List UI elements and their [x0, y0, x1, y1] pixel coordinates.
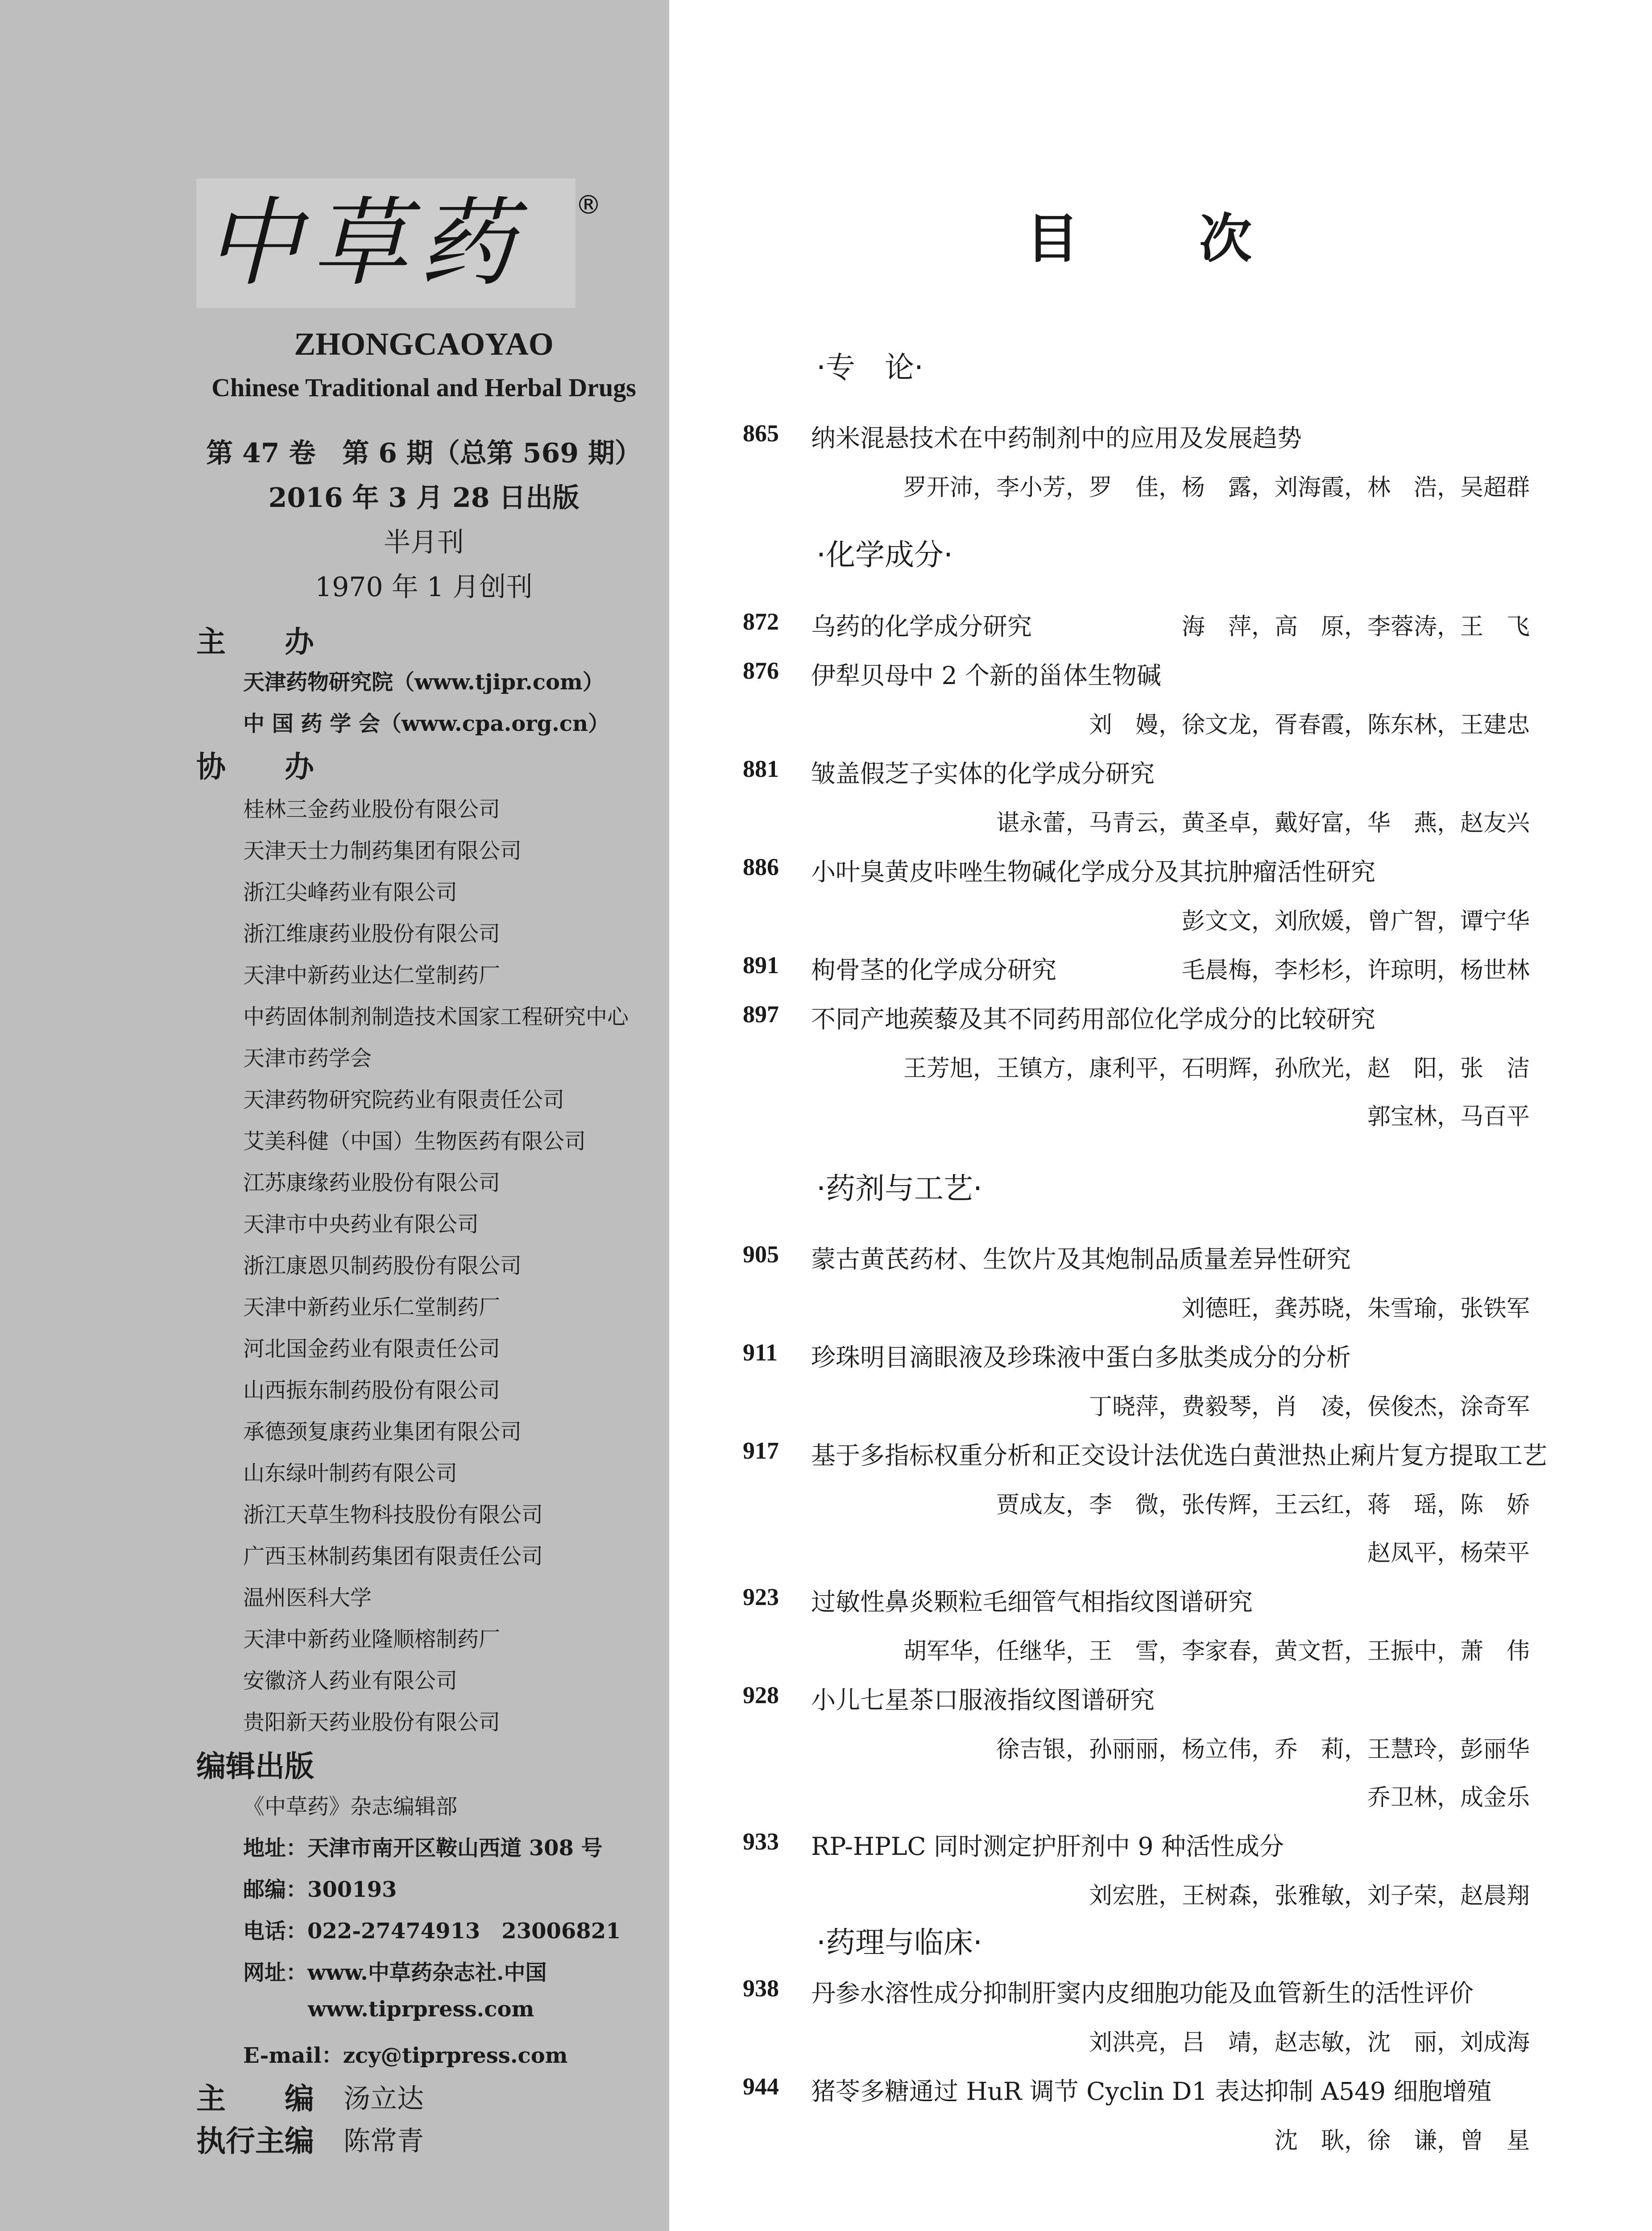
toc-section-heading: ·专 论· [816, 350, 923, 385]
toc-article-authors: 王芳旭，王镇方，康利平，石明辉，孙欣光，赵 阳，张 洁 [903, 1055, 1530, 1082]
toc-article-authors: 毛晨梅，李杉杉，许琼明，杨世林 [1181, 957, 1530, 984]
toc-page-number: 933 [743, 1828, 779, 1855]
toc-article-authors: 刘洪亮，吕 靖，赵志敏，沈 丽，刘成海 [1089, 2029, 1530, 2056]
toc-article-authors: 乔卫林，成金乐 [1367, 1784, 1530, 1811]
publisher-website: 网址：www.中草药杂志社.中国 [243, 1960, 547, 1985]
toc-article-title[interactable]: 丹参水溶性成分抑制肝窦内皮细胞功能及血管新生的活性评价 [811, 1979, 1474, 2007]
co-sponsor-item: 山东绿叶制药有限公司 [243, 1461, 458, 1486]
publication-date: 2016 年 3 月 28 日出版 [268, 482, 580, 514]
toc-article-authors: 胡军华，任继华，王 雪，李家春，黄文哲，王振中，萧 伟 [903, 1638, 1530, 1665]
toc-page-number: 944 [743, 2073, 779, 2100]
toc-article-title[interactable]: 不同产地蒺藜及其不同药用部位化学成分的比较研究 [811, 1005, 1376, 1033]
toc-article-title[interactable]: 猪苓多糖通过 HuR 调节 Cyclin D1 表达抑制 A549 细胞增殖 [811, 2077, 1492, 2106]
toc-page-number: 905 [743, 1241, 779, 1268]
logo-calligraphy: 中草药 [205, 187, 525, 299]
co-sponsor-item: 浙江天草生物科技股份有限公司 [243, 1502, 543, 1527]
chief-editor-name: 汤立达 [344, 2083, 424, 2115]
co-sponsor-item: 河北国金药业有限责任公司 [243, 1336, 501, 1361]
publisher-email: E-mail：zcy@tiprpress.com [243, 2043, 568, 2068]
co-sponsor-item: 温州医科大学 [243, 1585, 372, 1610]
toc-article-title[interactable]: 过敏性鼻炎颗粒毛细管气相指纹图谱研究 [811, 1588, 1253, 1616]
toc-article-authors: 郭宝林，马百平 [1367, 1103, 1530, 1130]
founded-date: 1970 年 1 月创刊 [315, 572, 533, 603]
co-sponsor-item: 天津中新药业乐仁堂制药厂 [243, 1295, 501, 1320]
co-sponsor-item: 贵阳新天药业股份有限公司 [243, 1710, 501, 1735]
toc-article-title[interactable]: 珍珠明目滴眼液及珍珠液中蛋白多肽类成分的分析 [811, 1343, 1351, 1372]
toc-article-authors: 沈 耿，徐 谦，曾 星 [1274, 2127, 1530, 2154]
toc-page-number: 876 [743, 657, 779, 684]
toc-page-number: 938 [743, 1975, 779, 2002]
publisher-postcode: 邮编：300193 [243, 1877, 397, 1902]
toc-page-number: 923 [743, 1584, 779, 1610]
toc-page-number: 897 [743, 1001, 779, 1028]
journal-pinyin-title: ZHONGCAOYAO [294, 326, 554, 362]
toc-title: 目次 [1026, 208, 1373, 270]
publisher-heading: 编辑出版 [196, 1749, 314, 1783]
co-sponsor-item: 天津天士力制药集团有限公司 [243, 838, 522, 863]
publisher-name: 《中草药》杂志编辑部 [243, 1794, 458, 1819]
co-sponsor-item: 天津市中央药业有限公司 [243, 1212, 479, 1237]
toc-page-number: 872 [743, 608, 779, 635]
journal-english-title: Chinese Traditional and Herbal Drugs [211, 373, 636, 402]
publisher-phone: 电话：022-27474913 23006821 [243, 1919, 621, 1944]
toc-article-authors: 刘宏胜，王树森，张雅敏，刘子荣，赵晨翔 [1089, 1883, 1530, 1909]
toc-page-number: 891 [743, 952, 779, 979]
co-sponsor-item: 承德颈复康药业集团有限公司 [243, 1419, 522, 1444]
co-sponsor-item: 浙江康恩贝制药股份有限公司 [243, 1253, 522, 1278]
toc-article-title[interactable]: 小叶臭黄皮咔唑生物碱化学成分及其抗肿瘤活性研究 [811, 858, 1376, 886]
co-sponsor-item: 安徽济人药业有限公司 [243, 1668, 458, 1693]
chief-editor-label: 主 编 [196, 2082, 314, 2116]
sponsor-item: 中 国 药 学 会（www.cpa.org.cn） [243, 711, 609, 736]
toc-article-title[interactable]: 蒙古黄芪药材、生饮片及其炮制品质量差异性研究 [811, 1245, 1351, 1273]
toc-article-authors: 谌永蕾，马青云，黄圣卓，戴好富，华 燕，赵友兴 [996, 810, 1530, 837]
toc-article-title[interactable]: 伊犁贝母中 2 个新的甾体生物碱 [811, 661, 1161, 690]
co-sponsor-item: 中药固体制剂制造技术国家工程研究中心 [243, 1004, 629, 1029]
toc-article-authors: 丁晓萍，费毅琴，肖 凌，侯俊杰，涂奇军 [1089, 1393, 1530, 1420]
toc-article-title[interactable]: 乌药的化学成分研究 [811, 612, 1032, 641]
publisher-website-alt: www.tiprpress.com [308, 1997, 534, 2022]
toc-article-title[interactable]: 枸骨茎的化学成分研究 [811, 956, 1057, 984]
sponsor-item: 天津药物研究院（www.tjipr.com） [243, 670, 604, 695]
co-sponsor-item: 天津中新药业达仁堂制药厂 [243, 963, 501, 988]
toc-article-authors: 徐吉银，孙丽丽，杨立伟，乔 莉，王慧玲，彭丽华 [996, 1736, 1530, 1763]
toc-article-authors: 海 萍，高 原，李蓉涛，王 飞 [1181, 614, 1530, 640]
masthead-sidebar [0, 0, 669, 2231]
registered-mark: ® [576, 190, 601, 220]
toc-article-authors: 刘德旺，龚苏晓，朱雪瑜，张铁军 [1181, 1295, 1530, 1322]
toc-section-heading: ·药理与临床· [816, 1925, 982, 1960]
toc-page-number: 865 [743, 420, 779, 447]
toc-article-authors: 彭文文，刘欣媛，曾广智，谭宁华 [1181, 908, 1530, 935]
exec-editor-name: 陈常青 [344, 2126, 424, 2157]
toc-page-number: 886 [743, 854, 779, 880]
journal-logo [196, 178, 576, 308]
publication-frequency: 半月刊 [384, 527, 464, 558]
co-sponsor-item: 桂林三金药业股份有限公司 [243, 797, 501, 822]
toc-section-heading: ·药剂与工艺· [816, 1171, 982, 1206]
co-sponsor-item: 天津市药学会 [243, 1046, 372, 1071]
toc-article-title[interactable]: 小儿七星茶口服液指纹图谱研究 [811, 1686, 1155, 1714]
toc-article-title[interactable]: 基于多指标权重分析和正交设计法优选白黄泄热止痢片复方提取工艺 [811, 1441, 1548, 1470]
toc-section-heading: ·化学成分· [816, 538, 953, 572]
sponsor-heading: 主 办 [196, 624, 314, 659]
toc-article-title[interactable]: RP-HPLC 同时测定护肝剂中 9 种活性成分 [811, 1832, 1284, 1861]
issue-line: 第 47 卷 第 6 期（总第 569 期） [206, 438, 642, 469]
co-sponsor-item: 江苏康缘药业股份有限公司 [243, 1170, 501, 1195]
co-sponsor-item: 天津中新药业隆顺榕制药厂 [243, 1627, 501, 1652]
toc-article-authors: 罗开沛，李小芳，罗 佳，杨 露，刘海霞，林 浩，吴超群 [903, 474, 1530, 501]
toc-article-title[interactable]: 皱盖假芝子实体的化学成分研究 [811, 759, 1155, 788]
co-sponsor-item: 艾美科健（中国）生物医药有限公司 [243, 1129, 586, 1154]
toc-article-title[interactable]: 纳米混悬技术在中药制剂中的应用及发展趋势 [811, 424, 1302, 452]
co-sponsor-item: 广西玉林制药集团有限责任公司 [243, 1544, 543, 1569]
co-sponsor-item: 浙江维康药业股份有限公司 [243, 921, 501, 946]
toc-article-authors: 贾成友，李 微，张传辉，王云红，蒋 瑶，陈 娇 [996, 1492, 1530, 1518]
co-sponsor-heading: 协 办 [196, 749, 314, 784]
toc-page-number: 917 [743, 1437, 779, 1464]
exec-editor-label: 执行主编 [196, 2124, 314, 2158]
co-sponsor-item: 浙江尖峰药业有限公司 [243, 880, 458, 905]
toc-page-number: 928 [743, 1682, 779, 1708]
toc-article-authors: 赵凤平，杨荣平 [1367, 1540, 1530, 1567]
co-sponsor-item: 天津药物研究院药业有限责任公司 [243, 1087, 565, 1112]
co-sponsor-item: 山西振东制药股份有限公司 [243, 1378, 501, 1403]
publisher-address: 地址：天津市南开区鞍山西道 308 号 [243, 1836, 603, 1861]
toc-article-authors: 刘 嫚，徐文龙，胥春霞，陈东林，王建忠 [1089, 712, 1530, 738]
toc-page-number: 911 [743, 1339, 778, 1366]
toc-page-number: 881 [743, 755, 779, 782]
